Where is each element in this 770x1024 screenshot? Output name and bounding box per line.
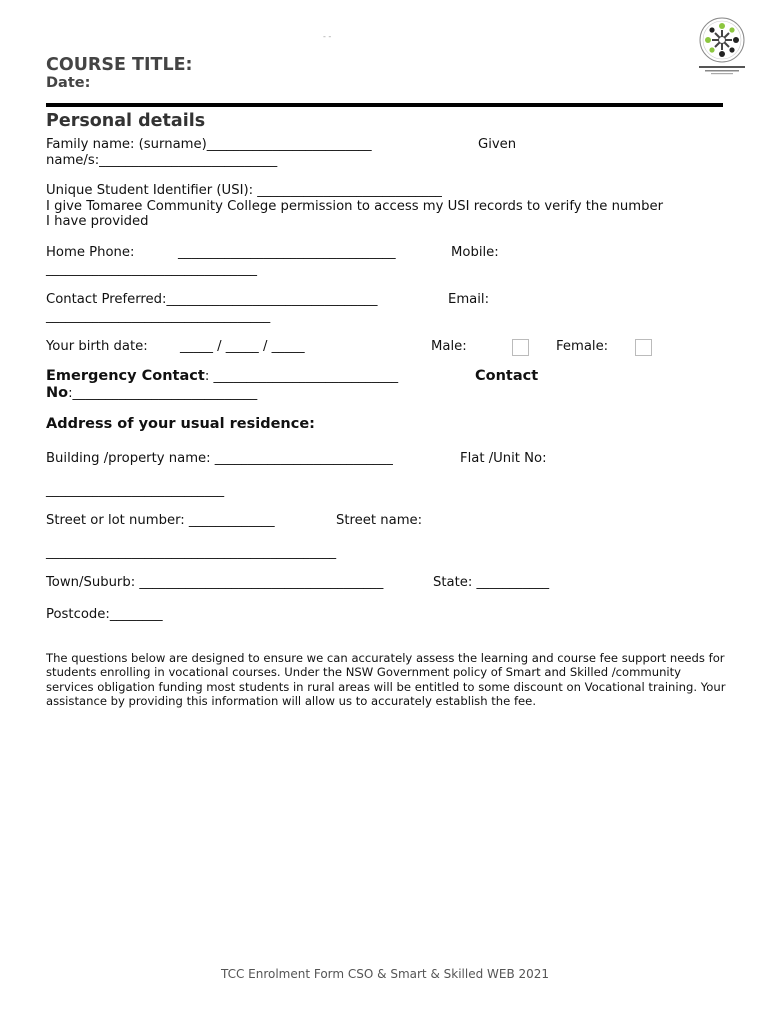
- usi-consent-text: I give Tomaree Community College permission to access my USI records to verify the number: [46, 199, 664, 214]
- usi-consent-text-2: I have provided: [46, 214, 149, 229]
- course-title-label: COURSE TITLE:: [46, 55, 193, 75]
- contact-preferred-field[interactable]: Contact Preferred:________________________________: [46, 292, 378, 307]
- birth-date-label: Your birth date:: [46, 339, 148, 354]
- given-name-field[interactable]: name/s:___________________________: [46, 153, 278, 168]
- mobile-field[interactable]: ________________________________: [46, 262, 257, 277]
- no-label: No: [46, 385, 69, 401]
- female-label: Female:: [556, 339, 609, 354]
- page-footer: TCC Enrolment Form CSO & Smart & Skilled WEB 2021: [220, 967, 550, 981]
- flat-unit-label: Flat /Unit No:: [460, 451, 547, 466]
- contact-no-field[interactable]: :____________________________: [68, 386, 258, 401]
- family-name-field[interactable]: Family name: (surname)_________________________: [46, 137, 372, 152]
- fee-explanation-paragraph: The questions below are designed to ensure we can accurately assess the learning and course fee support needs for students enrolling in vocational courses. Under the NSW Government policy of Smart and Skilled /community services obligation funding most students in rural areas will be entitled to some discount on Vocational training. Your assistance by providing this information will allow us to accurately establish the fee.: [46, 651, 726, 709]
- emergency-contact-row: [46, 368, 398, 384]
- date-label: Date:: [46, 75, 91, 91]
- given-name-label: Given: [478, 137, 517, 152]
- emergency-contact-label: Emergency Contact: [46, 368, 205, 384]
- state-field[interactable]: State: ___________: [433, 575, 550, 590]
- college-logo: [695, 16, 749, 76]
- header-divider: [46, 103, 723, 107]
- building-name-field[interactable]: Building /property name: ___________________________: [46, 451, 393, 466]
- section-heading-address: Address of your usual residence:: [46, 416, 315, 432]
- street-lot-field[interactable]: Street or lot number: _____________: [46, 513, 275, 528]
- contact-no-label: Contact: [475, 368, 539, 384]
- town-suburb-field[interactable]: Town/Suburb: _____________________________________: [46, 575, 384, 590]
- street-name-field[interactable]: ____________________________________________: [46, 545, 337, 560]
- mobile-label: Mobile:: [451, 245, 499, 260]
- usi-field[interactable]: Unique Student Identifier (USI): ____________________________: [46, 183, 442, 198]
- email-label: Email:: [448, 292, 490, 307]
- emergency-contact-field[interactable]: : ____________________________: [204, 369, 399, 384]
- home-phone-field[interactable]: _________________________________: [178, 245, 396, 260]
- female-checkbox[interactable]: [635, 339, 652, 356]
- section-heading-personal: Personal details: [46, 111, 206, 131]
- community-circle-logo-icon: [695, 16, 749, 76]
- email-field[interactable]: __________________________________: [46, 309, 271, 324]
- contact-no-row: [46, 385, 257, 401]
- male-checkbox[interactable]: [512, 339, 529, 356]
- header-mark: - -: [323, 32, 332, 41]
- birth-date-field[interactable]: _____ / _____ / _____: [180, 339, 305, 354]
- postcode-field[interactable]: Postcode:________: [46, 607, 163, 622]
- home-phone-label: Home Phone:: [46, 245, 135, 260]
- flat-unit-field[interactable]: ___________________________: [46, 483, 225, 498]
- male-label: Male:: [431, 339, 467, 354]
- street-name-label: Street name:: [336, 513, 423, 528]
